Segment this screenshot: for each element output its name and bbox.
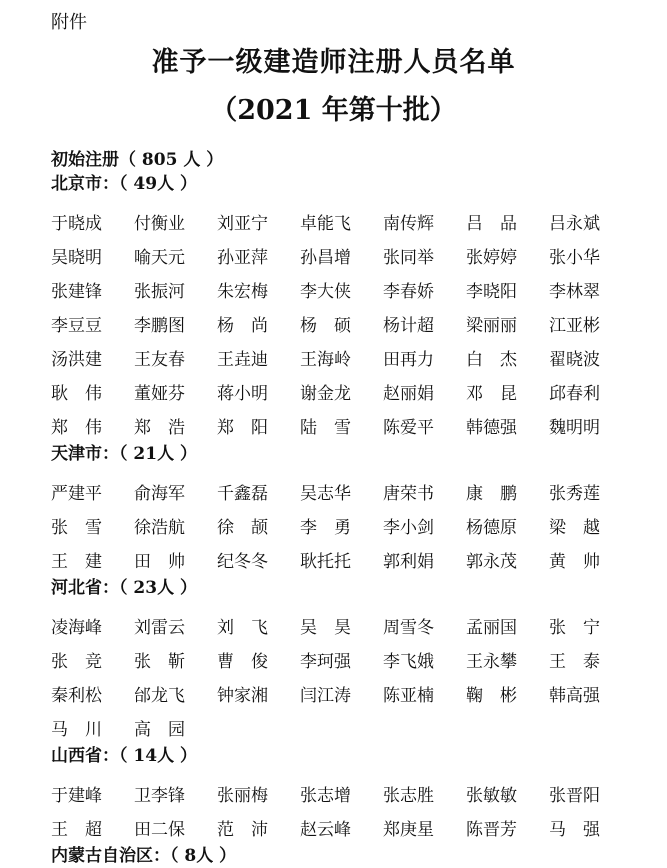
person-name: 李豆豆: [51, 315, 102, 336]
person-name: 吴晓明: [51, 247, 102, 268]
person-name: 杨德原: [466, 517, 517, 538]
person-name: 邓 昆: [466, 383, 517, 404]
person-name: 李珂强: [300, 651, 351, 672]
person-name: 谢金龙: [300, 383, 351, 404]
person-name: 严建平: [51, 483, 102, 504]
person-name: 张建锋: [51, 281, 102, 302]
person-name: 南传辉: [383, 213, 434, 234]
person-name: 蒋小明: [217, 383, 268, 404]
person-name: 赵丽娟: [383, 383, 434, 404]
person-name: 郭永茂: [466, 551, 517, 572]
person-name: 王 超: [51, 819, 102, 840]
person-name: 韩德强: [466, 417, 517, 438]
person-name: 付衡业: [134, 213, 185, 234]
person-name: 高 园: [134, 719, 185, 740]
person-name: 张婷婷: [466, 247, 517, 268]
person-name: 翟晓波: [549, 349, 600, 370]
person-name: 张丽梅: [217, 785, 268, 806]
person-name: 于建峰: [51, 785, 102, 806]
person-name: 江亚彬: [549, 315, 600, 336]
person-name: 杨 尚: [217, 315, 268, 336]
person-name: 梁 越: [549, 517, 600, 538]
person-name: 梁丽丽: [466, 315, 517, 336]
person-name: 田二保: [134, 819, 185, 840]
person-name: 陈爱平: [383, 417, 434, 438]
person-name: 田再力: [383, 349, 434, 370]
person-name: 张志胜: [383, 785, 434, 806]
person-name: 郑庚星: [383, 819, 434, 840]
person-name: 王永攀: [466, 651, 517, 672]
person-name: 吕 品: [466, 213, 517, 234]
person-name: 赵云峰: [300, 819, 351, 840]
person-name: 魏明明: [549, 417, 600, 438]
person-name: 张同举: [383, 247, 434, 268]
name-row: [51, 508, 651, 542]
person-name: 吴 昊: [300, 617, 351, 638]
region-heading: 天津市：（ 21人 ）: [51, 444, 197, 464]
person-name: 李 勇: [300, 517, 351, 538]
name-row: [51, 340, 651, 374]
person-name: 刘 飞: [217, 617, 268, 638]
person-name: 郭利娟: [383, 551, 434, 572]
person-name: 李林翠: [549, 281, 600, 302]
person-name: 郑 浩: [134, 417, 185, 438]
region-heading: 北京市：（ 49人 ）: [51, 174, 197, 194]
document-subtitle: （2021 年第十批）: [210, 95, 457, 126]
person-name: 张敏敏: [466, 785, 517, 806]
region-heading: 内蒙古自治区：（ 8人 ）: [51, 846, 237, 866]
name-row: [51, 810, 651, 844]
person-name: 王 泰: [549, 651, 600, 672]
person-name: 张 雪: [51, 517, 102, 538]
name-row: [51, 238, 651, 272]
person-name: 纪冬冬: [217, 551, 268, 572]
person-name: 千鑫磊: [217, 483, 268, 504]
person-name: 俞海军: [134, 483, 185, 504]
registration-list: [51, 148, 651, 868]
person-name: 郑 伟: [51, 417, 102, 438]
person-name: 陈亚楠: [383, 685, 434, 706]
person-name: 田 帅: [134, 551, 185, 572]
person-name: 卓能飞: [300, 213, 351, 234]
person-name: 马 强: [549, 819, 600, 840]
name-row: [51, 374, 651, 408]
name-row: [51, 676, 651, 710]
person-name: 孙昌增: [300, 247, 351, 268]
person-name: 周雪冬: [383, 617, 434, 638]
person-name: 刘雷云: [134, 617, 185, 638]
name-row: [51, 776, 651, 810]
person-name: 王友春: [134, 349, 185, 370]
name-row: [51, 272, 651, 306]
person-name: 马 川: [51, 719, 102, 740]
person-name: 杨 硕: [300, 315, 351, 336]
person-name: 张 靳: [134, 651, 185, 672]
person-name: 张志增: [300, 785, 351, 806]
person-name: 孙亚萍: [217, 247, 268, 268]
person-name: 王垚迪: [217, 349, 268, 370]
person-name: 李晓阳: [466, 281, 517, 302]
person-name: 徐浩航: [134, 517, 185, 538]
person-name: 闫江涛: [300, 685, 351, 706]
person-name: 白 杰: [466, 349, 517, 370]
person-name: 凌海峰: [51, 617, 102, 638]
person-name: 王 建: [51, 551, 102, 572]
person-name: 于晓成: [51, 213, 102, 234]
person-name: 李鹏图: [134, 315, 185, 336]
person-name: 耿 伟: [51, 383, 102, 404]
person-name: 卫李锋: [134, 785, 185, 806]
person-name: 钟家湘: [217, 685, 268, 706]
person-name: 李小剑: [383, 517, 434, 538]
name-row: [51, 608, 651, 642]
attachment-label: 附件: [51, 12, 87, 33]
person-name: 董娅芬: [134, 383, 185, 404]
person-name: 陆 雪: [300, 417, 351, 438]
person-name: 刘亚宁: [217, 213, 268, 234]
person-name: 鞠 彬: [466, 685, 517, 706]
person-name: 邰龙飞: [134, 685, 185, 706]
person-name: 李春娇: [383, 281, 434, 302]
summary-heading: 初始注册（ 805 人 ）: [51, 150, 224, 170]
person-name: 耿托托: [300, 551, 351, 572]
person-name: 李大侠: [300, 281, 351, 302]
person-name: 曹 俊: [217, 651, 268, 672]
name-row: [51, 204, 651, 238]
person-name: 王海岭: [300, 349, 351, 370]
person-name: 范 沛: [217, 819, 268, 840]
person-name: 李飞娥: [383, 651, 434, 672]
person-name: 汤洪建: [51, 349, 102, 370]
region-heading: 山西省：（ 14人 ）: [51, 746, 197, 766]
person-name: 徐 颉: [217, 517, 268, 538]
person-name: 陈晋芳: [466, 819, 517, 840]
person-name: 邱春利: [549, 383, 600, 404]
person-name: 张 竞: [51, 651, 102, 672]
person-name: 康 鹏: [466, 483, 517, 504]
name-row: [51, 408, 651, 442]
name-row: [51, 542, 651, 576]
person-name: 朱宏梅: [217, 281, 268, 302]
person-name: 秦利松: [51, 685, 102, 706]
person-name: 喻天元: [134, 247, 185, 268]
person-name: 孟丽国: [466, 617, 517, 638]
person-name: 唐荣书: [383, 483, 434, 504]
person-name: 郑 阳: [217, 417, 268, 438]
person-name: 韩高强: [549, 685, 600, 706]
name-row: [51, 642, 651, 676]
person-name: 张振河: [134, 281, 185, 302]
person-name: 吕永斌: [549, 213, 600, 234]
document-title: 准予一级建造师注册人员名单: [151, 47, 516, 78]
person-name: 张 宁: [549, 617, 600, 638]
name-row: [51, 474, 651, 508]
name-row: [51, 710, 651, 744]
person-name: 张秀莲: [549, 483, 600, 504]
person-name: 杨计超: [383, 315, 434, 336]
region-heading: 河北省：（ 23人 ）: [51, 578, 197, 598]
person-name: 张小华: [549, 247, 600, 268]
name-row: [51, 306, 651, 340]
person-name: 张晋阳: [549, 785, 600, 806]
person-name: 吴志华: [300, 483, 351, 504]
person-name: 黄 帅: [549, 551, 600, 572]
